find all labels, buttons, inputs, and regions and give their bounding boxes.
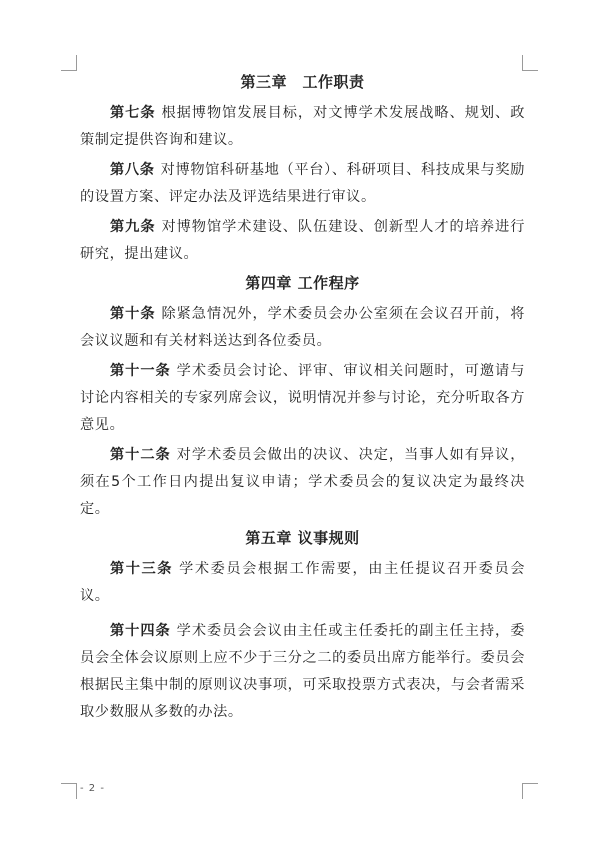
article-paragraph: [80, 618, 525, 726]
article-label: 第十条: [110, 306, 156, 322]
article-paragraph: [80, 358, 525, 439]
article-paragraph: [80, 214, 525, 268]
article-text: 学术委员会会议由主任或主任委托的副主任主持，委员会全体会议原则上应不少于三分之二的委员出席方能举行。委员会根据民主集中制的原则议决事项，可采取投票方式表决，与会者需采取少数服从多数的办法。: [80, 623, 525, 720]
article-text: 根据博物馆发展目标，对文博学术发展战略、规划、政策制定提供咨询和建议。: [80, 105, 525, 148]
article-label: 第九条: [110, 219, 156, 235]
chapter-heading: 第五章 议事规则: [245, 529, 360, 547]
article-text: 学术委员会讨论、评审、审议相关问题时，可邀请与讨论内容相关的专家列席会议，说明情况并参与讨论，充分听取各方意见。: [80, 363, 525, 433]
article-paragraph: [80, 100, 525, 154]
article-label: 第十一条: [110, 363, 171, 379]
crop-mark-bottom-right-vertical: [522, 783, 523, 799]
crop-mark-top-left-horizontal: [61, 70, 77, 71]
crop-mark-bottom-right-horizontal: [522, 783, 538, 784]
crop-mark-top-left-vertical: [76, 55, 77, 71]
article-text: 学术委员会根据工作需要，由主任提议召开委员会议。: [80, 561, 525, 604]
article-text: 对博物馆学术建设、队伍建设、创新型人才的培养进行研究，提出建议。: [80, 219, 525, 262]
crop-mark-top-right-vertical: [522, 55, 523, 71]
chapter-heading: 第四章 工作程序: [245, 274, 360, 292]
article-paragraph: [80, 442, 525, 523]
article-label: 第十三条: [110, 561, 174, 577]
article-label: 第十四条: [110, 623, 171, 639]
chapter-heading: 第三章 工作职责: [240, 73, 365, 91]
article-paragraph: [80, 157, 525, 211]
article-paragraph: [80, 301, 525, 355]
crop-mark-bottom-left-vertical: [76, 783, 77, 799]
article-label: 第十二条: [110, 447, 171, 463]
article-text: 对博物馆科研基地（平台）、科研项目、科技成果与奖励的设置方案、评定办法及评选结果进行审议。: [80, 162, 525, 205]
crop-mark-bottom-left-horizontal: [61, 783, 77, 784]
article-label: 第八条: [110, 162, 155, 178]
article-text: 对学术委员会做出的决议、决定，当事人如有异议，须在5个工作日内提出复议申请；学术委员会的复议决定为最终决定。: [80, 447, 525, 517]
article-label: 第七条: [110, 105, 156, 121]
article-paragraph: [80, 556, 525, 610]
document-body: [80, 70, 525, 729]
page-number: - 2 -: [80, 783, 105, 794]
article-text: 除紧急情况外，学术委员会办公室须在会议召开前，将会议议题和有关材料送达到各位委员。: [80, 306, 525, 349]
